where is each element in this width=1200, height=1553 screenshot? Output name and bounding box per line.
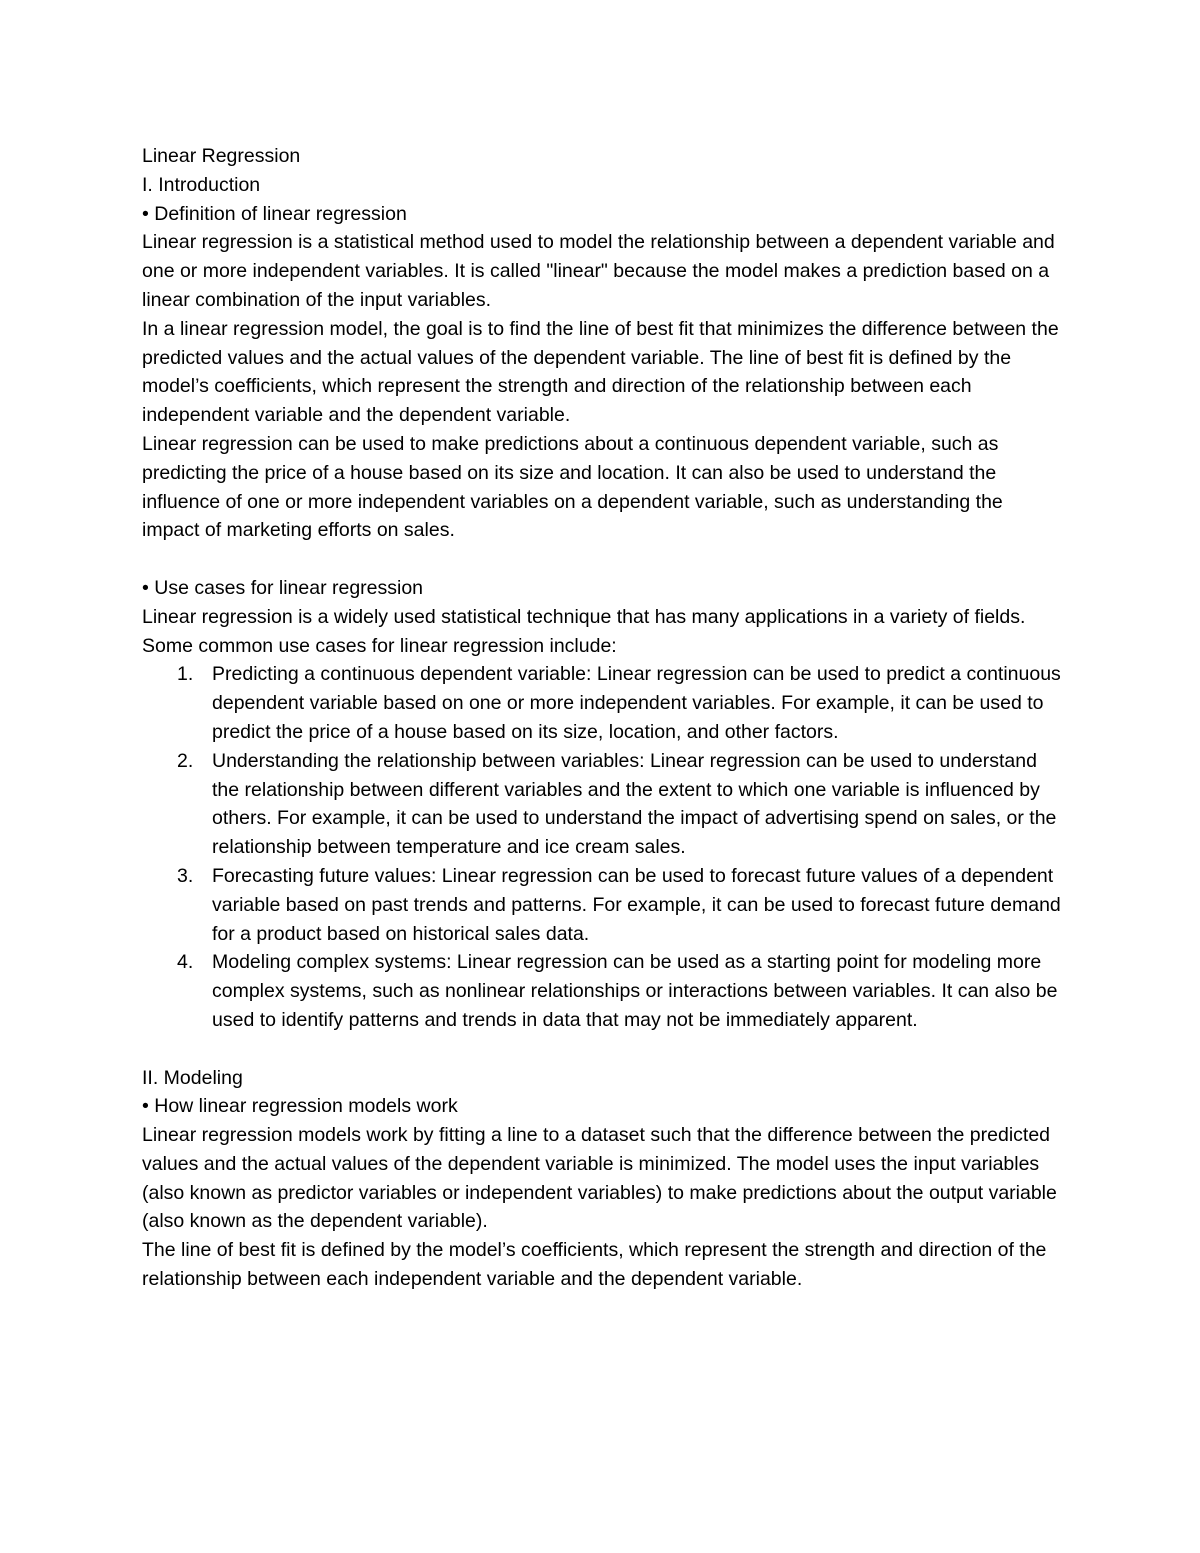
- list-item-number: 4.: [177, 951, 194, 974]
- paragraph-predictions: Linear regression can be used to make predictions about a continuous dependent variable, such as predicting the price of a house based on its size and location. It can also be used to understand the influence of one or more independent variables on a dependent variable, such as understanding the impact of marketing efforts on sales.: [142, 432, 1003, 542]
- list-item-number: 1.: [177, 663, 194, 686]
- list-item-text: Modeling complex systems: Linear regression can be used as a starting point for modeling more complex systems, such as nonlinear relationships or interactions between variables. It can also be used to identify patterns and trends in data that may not be immediately apparent.: [212, 951, 1058, 1031]
- paragraph-best-fit: In a linear regression model, the goal is to find the line of best fit that minimizes the difference between the predicted values and the actual values of the dependent variable. The line of best fit is defined by the model’s coefficients, which represent the strength and direction of the relationship between each independent variable and the dependent variable.: [142, 317, 1059, 427]
- list-item-number: 2.: [177, 749, 194, 772]
- list-item-number: 3.: [177, 864, 194, 887]
- bullet-how-models-work: • How linear regression models work: [142, 1095, 458, 1118]
- list-item: [177, 948, 1062, 1034]
- bullet-use-cases: • Use cases for linear regression: [142, 576, 424, 599]
- paragraph-definition: Linear regression is a statistical method used to model the relationship between a dependent variable and one or more independent variables. It is called "linear" because the model makes a prediction based on a linear combination of the input variables.: [142, 231, 1055, 311]
- paragraph-use-cases-intro: Linear regression is a widely used statistical technique that has many applications in a variety of fields. Some common use cases for linear regression include:: [142, 605, 1026, 657]
- document-title: Linear Regression: [142, 145, 301, 167]
- bullet-definition: • Definition of linear regression: [142, 202, 407, 225]
- blank-line: [142, 1035, 1062, 1064]
- list-item: [177, 747, 1062, 862]
- use-cases-list: [142, 660, 1062, 1034]
- section-heading-introduction: I. Introduction: [142, 173, 261, 196]
- list-item-text: Forecasting future values: Linear regression can be used to forecast future values of a dependent variable based on past trends and patterns. For example, it can be used to forecast future demand for a product based on historical sales data.: [212, 864, 1061, 945]
- list-item-text: Predicting a continuous dependent variable: Linear regression can be used to predict a continuous dependent variable based on one or more independent variables. For example, it can be used to predict the price of a house based on its size, location, and other factors.: [212, 663, 1061, 743]
- paragraph-how-models-work: Linear regression models work by fitting a line to a dataset such that the difference between the predicted values and the actual values of the dependent variable is minimized. The model uses the input variables (also known as predictor variables or independent variables) to make predictions about the output variable (also known as the dependent variable).: [142, 1124, 1057, 1233]
- document-page: [142, 142, 1062, 1294]
- list-item: [177, 660, 1062, 746]
- paragraph-coefficients: The line of best fit is defined by the model’s coefficients, which represent the strength and direction of the relationship between each independent variable and the dependent variable.: [142, 1239, 1047, 1291]
- list-item: [177, 862, 1062, 948]
- list-item-text: Understanding the relationship between variables: Linear regression can be used to understand the relationship between different variables and the extent to which one variable is influenced by others. For example, it can be used to understand the impact of advertising spend on sales, or the relationship between temperature and ice cream sales.: [212, 749, 1057, 859]
- section-heading-modeling: II. Modeling: [142, 1066, 243, 1089]
- blank-line: [142, 545, 1062, 574]
